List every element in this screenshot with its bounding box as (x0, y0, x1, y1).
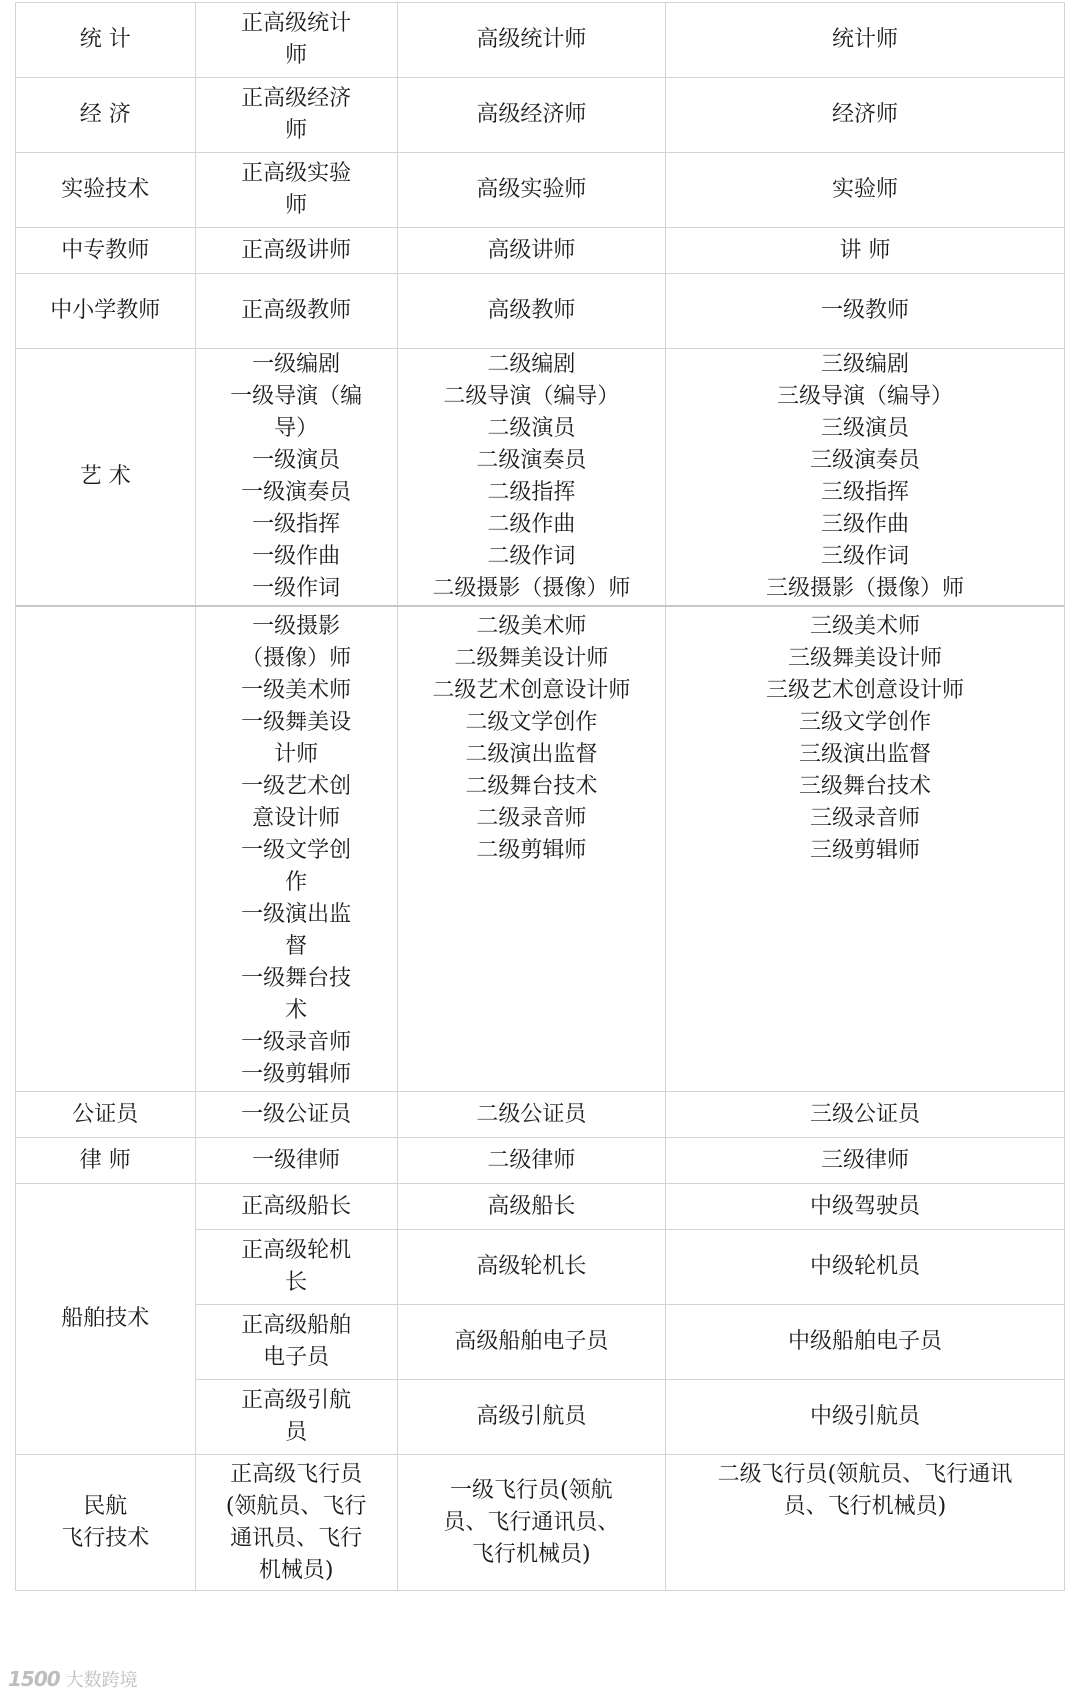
title-line: 一级指挥 (252, 512, 341, 537)
vice-senior-title-cell: 高级讲师 (397, 228, 665, 274)
senior-title-cell: 正高级实验师 (195, 153, 397, 228)
title-line: 三级演奏员 (809, 448, 920, 473)
vice-senior-title-cell: 高级经济师 (397, 78, 665, 153)
title-line: 二级摄影（摄像）师 (432, 576, 631, 601)
vice-senior-title-cell: 高级船长 (397, 1184, 665, 1230)
title-line: 二级艺术创意设计师 (432, 678, 631, 703)
table-row (16, 78, 1065, 153)
category-cell: 律 师 (16, 1138, 196, 1184)
category-line: 民航 (83, 1493, 128, 1519)
title-line: 三级录音师 (809, 806, 920, 831)
title-line: 三级艺术创意设计师 (765, 678, 964, 703)
vice-senior-title-cell: 二级公证员 (397, 1092, 665, 1138)
title-line: 三级编剧 (820, 352, 909, 377)
watermark (8, 1666, 138, 1692)
senior-title-cell: 正高级讲师 (195, 228, 397, 274)
title-line: 三级舞美设计师 (787, 646, 942, 671)
table-row (16, 349, 1065, 607)
senior-title-cell: 一级律师 (195, 1138, 397, 1184)
title-line: 二级指挥 (487, 480, 576, 505)
category-cell (16, 606, 196, 1092)
table-row (16, 1455, 1065, 1591)
vice-senior-title-cell: 一级飞行员(领航员、飞行通讯员、飞行机械员) (397, 1455, 665, 1591)
senior-title-cell: 正高级飞行员(领航员、飞行通讯员、飞行机械员) (195, 1455, 397, 1591)
intermediate-title-cell: 三级公证员 (665, 1092, 1064, 1138)
vice-senior-title-cell (397, 349, 665, 607)
senior-title-cell: 正高级船长 (195, 1184, 397, 1230)
watermark-text: 大数跨境 (65, 1670, 138, 1691)
table-row (16, 274, 1065, 349)
category-cell: 中小学教师 (16, 274, 196, 349)
table-row (16, 606, 1065, 1092)
category-cell: 统 计 (16, 3, 196, 78)
title-line: 二级演出监督 (465, 742, 598, 767)
title-line: 三级舞台技术 (798, 774, 931, 799)
title-line: 一级导演（编导） (230, 384, 363, 441)
title-line: 三级演员 (820, 416, 909, 441)
table-row (16, 3, 1065, 78)
category-cell: 公证员 (16, 1092, 196, 1138)
intermediate-title-cell: 一级教师 (665, 274, 1064, 349)
title-line: 三级指挥 (820, 480, 909, 505)
table-row (16, 228, 1065, 274)
vice-senior-title-cell (397, 606, 665, 1092)
category-cell: 船舶技术 (16, 1184, 196, 1455)
senior-title-cell: 一级公证员 (195, 1092, 397, 1138)
title-line: 一级作曲 (252, 544, 341, 569)
title-line: 一级编剧 (252, 352, 341, 377)
title-line: 三级演出监督 (798, 742, 931, 767)
senior-title-cell: 正高级引航员 (195, 1380, 397, 1455)
vice-senior-title-cell: 高级船舶电子员 (397, 1305, 665, 1380)
title-line: 一级舞台技术 (241, 966, 352, 1023)
category-cell (16, 1455, 196, 1591)
title-line: 二级录音师 (476, 806, 587, 831)
professional-titles-table (15, 2, 1065, 1591)
title-line: 一级艺术创意设计师 (241, 774, 352, 831)
table-row (16, 1138, 1065, 1184)
intermediate-title-cell (665, 349, 1064, 607)
title-line: 一级摄影（摄像）师 (241, 614, 352, 671)
senior-title-cell: 正高级经济师 (195, 78, 397, 153)
intermediate-title-cell: 统计师 (665, 3, 1064, 78)
intermediate-title-cell: 中级船舶电子员 (665, 1305, 1064, 1380)
title-line: 二级舞台技术 (465, 774, 598, 799)
vice-senior-title-cell: 高级统计师 (397, 3, 665, 78)
title-line: 二级作曲 (487, 512, 576, 537)
intermediate-title-cell: 三级律师 (665, 1138, 1064, 1184)
table-row (16, 1184, 1065, 1230)
senior-title-cell: 正高级船舶电子员 (195, 1305, 397, 1380)
intermediate-title-cell (665, 606, 1064, 1092)
senior-title-cell: 正高级教师 (195, 274, 397, 349)
title-line: 一级剪辑师 (241, 1062, 352, 1087)
title-line: 三级导演（编导） (776, 384, 953, 409)
intermediate-title-cell: 二级飞行员(领航员、飞行通讯员、飞行机械员) (665, 1455, 1064, 1591)
title-line: 一级演奏员 (241, 480, 352, 505)
category-cell: 艺 术 (16, 349, 196, 607)
title-line: 三级文学创作 (798, 710, 931, 735)
title-line: 二级作词 (487, 544, 576, 569)
vice-senior-title-cell: 高级轮机长 (397, 1230, 665, 1305)
title-line: 一级舞美设计师 (241, 710, 352, 767)
title-line: 一级录音师 (241, 1030, 352, 1055)
senior-title-cell (195, 606, 397, 1092)
title-line: 二级美术师 (476, 614, 587, 639)
title-line: 三级作曲 (820, 512, 909, 537)
table-row (16, 153, 1065, 228)
title-line: 三级美术师 (809, 614, 920, 639)
watermark-logo: 1500 (8, 1667, 60, 1691)
intermediate-title-cell: 中级引航员 (665, 1380, 1064, 1455)
senior-title-cell: 正高级轮机长 (195, 1230, 397, 1305)
category-cell: 实验技术 (16, 153, 196, 228)
title-line: 一级美术师 (241, 678, 352, 703)
vice-senior-title-cell: 高级教师 (397, 274, 665, 349)
intermediate-title-cell: 讲 师 (665, 228, 1064, 274)
senior-title-cell: 正高级统计师 (195, 3, 397, 78)
title-line: 一级文学创作 (241, 838, 352, 895)
intermediate-title-cell: 实验师 (665, 153, 1064, 228)
title-line: 二级文学创作 (465, 710, 598, 735)
vice-senior-title-cell: 二级律师 (397, 1138, 665, 1184)
senior-title-cell (195, 349, 397, 607)
title-line: 二级剪辑师 (476, 838, 587, 863)
title-line: 二级演奏员 (476, 448, 587, 473)
title-line: 一级作词 (252, 576, 341, 601)
title-line: 三级作词 (820, 544, 909, 569)
title-line: 二级演员 (487, 416, 576, 441)
intermediate-title-cell: 中级轮机员 (665, 1230, 1064, 1305)
category-cell: 经 济 (16, 78, 196, 153)
vice-senior-title-cell: 高级实验师 (397, 153, 665, 228)
intermediate-title-cell: 中级驾驶员 (665, 1184, 1064, 1230)
vice-senior-title-cell: 高级引航员 (397, 1380, 665, 1455)
table-row (16, 1092, 1065, 1138)
title-line: 三级摄影（摄像）师 (765, 576, 964, 601)
category-line: 飞行技术 (61, 1525, 150, 1551)
category-cell: 中专教师 (16, 228, 196, 274)
title-line: 一级演员 (252, 448, 341, 473)
title-line: 二级编剧 (487, 352, 576, 377)
title-line: 二级舞美设计师 (454, 646, 609, 671)
title-line: 二级导演（编导） (443, 384, 620, 409)
intermediate-title-cell: 经济师 (665, 78, 1064, 153)
title-line: 三级剪辑师 (809, 838, 920, 863)
title-line: 一级演出监督 (241, 902, 352, 959)
